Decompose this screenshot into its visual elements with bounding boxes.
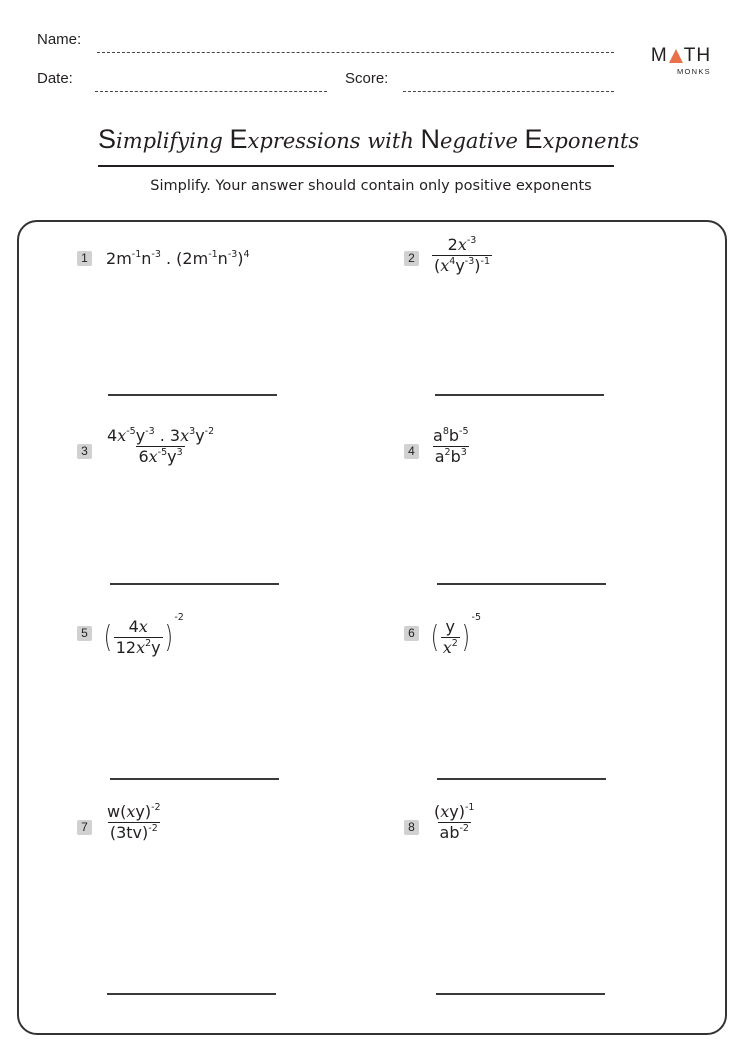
numerator <box>105 803 163 822</box>
title-word: implifying <box>116 129 230 153</box>
title-cap: N <box>420 124 441 154</box>
exponent: -1 <box>208 249 218 260</box>
math-term: 12 <box>115 638 137 657</box>
math-term: ) <box>164 619 173 655</box>
problem-5-expression <box>102 612 184 657</box>
problem-number-6: 6 <box>404 626 419 641</box>
math-term: x <box>180 426 190 445</box>
answer-line-2[interactable] <box>435 394 604 396</box>
problem-number-7: 7 <box>77 820 92 835</box>
name-label: Name: <box>37 31 82 48</box>
math-term: 2 <box>447 235 458 254</box>
instructions: Simplify. Your answer should contain only positive exponents <box>150 178 592 194</box>
logo-text-left: M <box>650 45 668 66</box>
math-term: x <box>457 235 467 254</box>
page-title <box>98 124 640 155</box>
math-term: a <box>434 447 445 466</box>
denominator <box>433 446 469 466</box>
problem-6-expression <box>429 612 481 657</box>
math-term: ( <box>434 802 441 821</box>
exponent: -5 <box>459 426 469 437</box>
math-term: x <box>148 447 158 466</box>
math-term: ( <box>103 619 112 655</box>
answer-line-7[interactable] <box>107 993 276 995</box>
math-term: x <box>126 802 136 821</box>
math-term: x <box>136 638 146 657</box>
math-term: -5 <box>471 612 481 623</box>
math-term: b <box>448 426 460 445</box>
title-word: xpressions with <box>247 129 421 153</box>
math-term: x <box>442 638 452 657</box>
math-term: y <box>167 447 177 466</box>
math-term: ( <box>176 249 183 268</box>
math-term: ) <box>458 802 465 821</box>
exponent: 3 <box>176 447 183 458</box>
exponent: -5 <box>157 447 168 458</box>
exponent: 2 <box>145 638 152 649</box>
exponent: -1 <box>131 249 142 260</box>
problem-2-expression <box>432 236 492 275</box>
problem-number-3: 3 <box>77 444 92 459</box>
answer-line-8[interactable] <box>436 993 605 995</box>
math-term: ) <box>237 249 244 268</box>
answer-line-5[interactable] <box>110 778 279 780</box>
triangle-icon <box>669 49 683 63</box>
math-term: y <box>449 802 459 821</box>
date-input-line[interactable] <box>95 91 327 92</box>
exponent: -1 <box>465 802 475 813</box>
math-term: b <box>450 447 461 466</box>
math-term: -2 <box>174 612 184 623</box>
problem-8-expression <box>432 803 476 842</box>
math-term: . <box>154 426 170 445</box>
logo-subtext: MONKS <box>676 67 711 76</box>
date-label: Date: <box>37 70 73 87</box>
math-term: 3 <box>116 823 127 842</box>
numerator <box>105 427 216 446</box>
math-term: n <box>141 249 152 268</box>
exponent: 2 <box>451 638 458 649</box>
title-underline <box>98 165 614 167</box>
math-term: m <box>192 249 209 268</box>
numerator <box>127 618 150 637</box>
math-term: 4 <box>107 426 118 445</box>
math-term: 3 <box>169 426 181 445</box>
problem-3-expression <box>105 427 216 466</box>
math-term: y <box>445 617 455 636</box>
problem-number-4: 4 <box>404 444 419 459</box>
math-term: ( <box>434 256 441 275</box>
math-term: x <box>440 256 450 275</box>
math-term: a <box>439 823 450 842</box>
exponent: -3 <box>466 235 477 246</box>
math-term: . <box>160 249 177 268</box>
math-term: y <box>151 638 161 657</box>
exponent: 4 <box>449 256 456 267</box>
fraction <box>432 236 492 275</box>
numerator <box>432 803 476 822</box>
exponent: -5 <box>126 426 136 437</box>
exponent: -1 <box>480 256 491 267</box>
math-term: m <box>116 249 132 268</box>
denominator <box>441 637 460 657</box>
math-term: ( <box>430 619 439 655</box>
problem-number-8: 8 <box>404 820 419 835</box>
exponent: -3 <box>151 249 161 260</box>
exponent: -3 <box>145 426 155 437</box>
fraction <box>431 427 471 466</box>
score-label: Score: <box>345 70 389 87</box>
fraction <box>105 803 163 842</box>
math-term: y <box>195 426 205 445</box>
exponent: -2 <box>459 823 469 834</box>
denominator <box>136 446 184 466</box>
problem-4-expression <box>431 427 471 466</box>
math-term: tv <box>126 823 143 842</box>
math-term: x <box>117 426 127 445</box>
exponent: 3 <box>460 447 467 458</box>
fraction <box>432 803 476 842</box>
exponent: 4 <box>243 249 250 260</box>
exponent: -2 <box>148 823 158 834</box>
problem-number-5: 5 <box>77 626 92 641</box>
exponent: 8 <box>442 426 449 437</box>
denominator <box>114 637 163 657</box>
answer-line-6[interactable] <box>437 778 606 780</box>
math-term: a <box>433 426 443 445</box>
title-word: egative <box>440 129 525 153</box>
problem-1-expression <box>106 249 250 268</box>
math-term: ( <box>120 802 127 821</box>
fraction <box>441 618 460 657</box>
math-term: n <box>217 249 228 268</box>
exponent: 2 <box>444 447 451 458</box>
title-word: xponents <box>542 129 640 153</box>
problem-number-1: 1 <box>77 251 92 266</box>
math-term: w <box>107 802 121 821</box>
math-term: y <box>135 426 146 445</box>
numerator <box>446 236 479 255</box>
math-term: x <box>440 802 450 821</box>
exponent: -2 <box>204 426 215 437</box>
math-term: 4 <box>128 617 139 636</box>
denominator <box>438 822 471 842</box>
title-cap: S <box>98 124 117 154</box>
problem-7-expression <box>105 803 163 842</box>
math-term: ) <box>144 802 152 821</box>
math-term: ) <box>474 256 481 275</box>
answer-line-3[interactable] <box>110 583 279 585</box>
numerator <box>444 618 457 637</box>
exponent: -2 <box>151 802 161 813</box>
logo-text-right: TH <box>683 45 712 66</box>
name-input-line[interactable] <box>97 52 614 53</box>
title-cap: E <box>524 124 543 154</box>
math-term: y <box>135 802 145 821</box>
denominator <box>108 822 160 842</box>
denominator <box>432 255 492 275</box>
math-term: ) <box>142 823 149 842</box>
score-input-line[interactable] <box>403 91 614 92</box>
math-term: y <box>455 256 465 275</box>
exponent: 3 <box>189 426 196 437</box>
answer-line-1[interactable] <box>108 394 277 396</box>
answer-line-4[interactable] <box>437 583 606 585</box>
math-term: 2 <box>106 249 117 268</box>
math-term: x <box>138 617 148 636</box>
math-term: ( <box>109 823 117 842</box>
math-term: b <box>449 823 460 842</box>
fraction <box>105 427 216 466</box>
math-term: ) <box>461 619 470 655</box>
exponent: -3 <box>464 256 475 267</box>
problem-number-2: 2 <box>404 251 419 266</box>
exponent: -3 <box>227 249 238 260</box>
math-monks-logo <box>651 46 711 76</box>
fraction <box>114 618 163 657</box>
numerator <box>431 427 471 446</box>
math-term: 2 <box>182 249 193 268</box>
math-term: 6 <box>138 447 149 466</box>
title-cap: E <box>229 124 248 154</box>
